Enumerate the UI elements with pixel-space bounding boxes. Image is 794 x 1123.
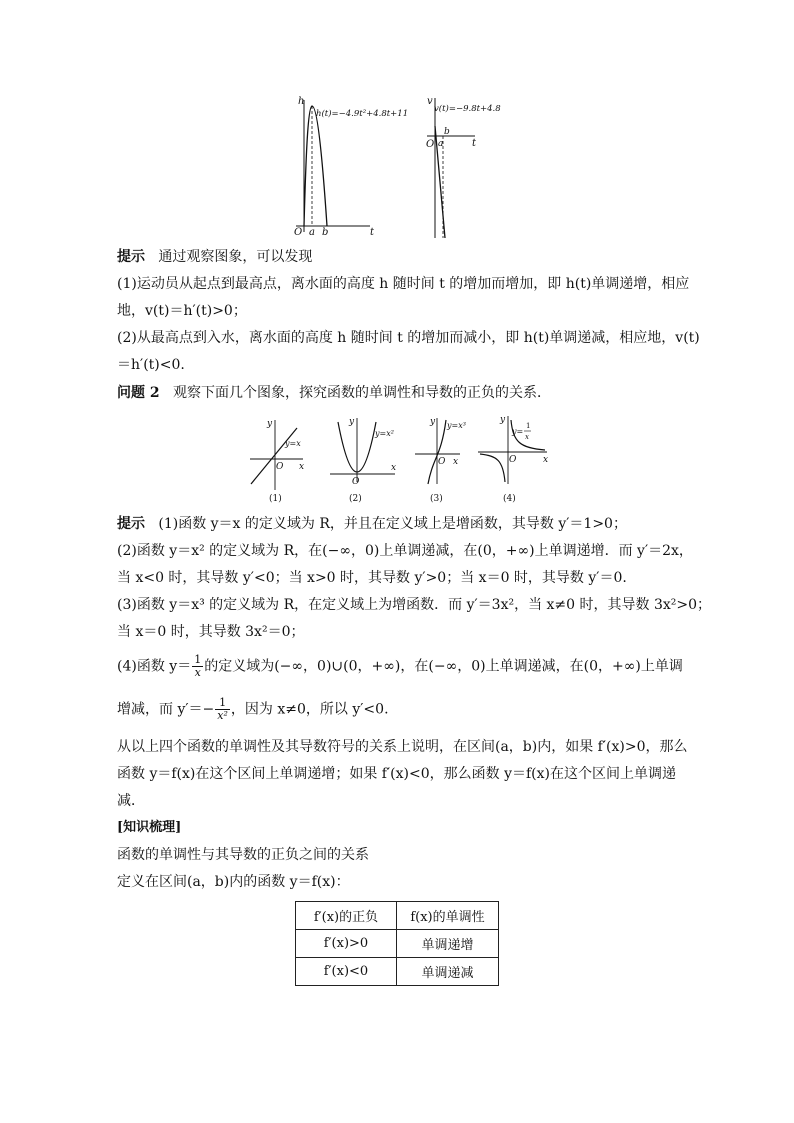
graph-4-y-label: y (500, 415, 506, 425)
b-label-left: b (322, 227, 329, 238)
origin-label-left: O (294, 227, 303, 238)
question2-text: 观察下面几个图象，探究函数的单调性和导数的正负的关系． (172, 385, 551, 401)
graph-2-caption: (2) (349, 494, 362, 504)
hint2-l7-pre: 增减，而 y′＝− (117, 701, 215, 718)
table-row (296, 930, 499, 958)
origin-label-right: O (426, 139, 435, 150)
graph-2-x-label: x (391, 463, 397, 473)
knowledge-definition: 定义在区间(a，b)内的函数 y＝f(x)： (117, 874, 350, 890)
derivative-fraction (215, 697, 230, 722)
graph-1-origin: O (276, 462, 284, 472)
knowledge-subtitle: 函数的单调性与其导数的正负之间的关系 (117, 847, 369, 863)
graph-3-x-label: x (453, 457, 459, 467)
hint2-label: 提示 (117, 516, 145, 532)
hint2-l6-pre: (4)函数 y＝ (117, 658, 192, 675)
graph-4-formula-den: x (525, 433, 529, 441)
hint2-line1 (117, 514, 627, 534)
t-axis-label-left: t (370, 227, 375, 238)
table-header-cell: f(x)的单调性 (397, 902, 499, 930)
four-function-graphs (245, 412, 555, 507)
conclusion-line1: 从以上四个函数的单调性及其导数符号的关系上说明，在区间(a，b)内，如果 f′(x)>0，那么 (117, 739, 688, 755)
graph-4-caption: (4) (503, 494, 516, 504)
a-label-left: a (309, 227, 315, 238)
hint2-line3: 当 x<0 时，其导数 y′<0；当 x>0 时，其导数 y′>0；当 x＝0 时，其导数 y′＝0. (117, 570, 627, 586)
velocity-graph (426, 96, 501, 238)
graph-3-origin: O (438, 457, 446, 467)
table-header-row (296, 902, 499, 930)
reciprocal-fraction (192, 654, 203, 679)
monotonicity-table (295, 901, 499, 986)
graph-2 (330, 417, 396, 504)
graph-4-branch-negative (480, 454, 505, 482)
derivative-den: x² (217, 709, 228, 722)
graph-2-y-label: y (349, 417, 355, 427)
conclusion-line3: 减． (117, 793, 145, 809)
hint2-l6-post: 的定义域为(−∞，0)∪(0，+∞)，在(−∞，0)上单调递减，在(0，+∞)上单调 (204, 658, 683, 675)
reciprocal-num: 1 (194, 653, 202, 666)
graph-2-origin: O (352, 477, 360, 487)
h-axis-label: h (298, 96, 305, 107)
height-graph (294, 96, 408, 238)
height-curve (304, 106, 327, 226)
graph-1-caption: (1) (269, 494, 282, 504)
table-row (296, 958, 499, 986)
reciprocal-den: x (194, 666, 201, 679)
graph-1-formula: y=x (285, 439, 301, 448)
hint2-line6 (117, 654, 683, 679)
graph-4 (478, 415, 548, 504)
hint2-line7 (117, 697, 389, 722)
hint1-p2-line1: (2)从最高点到入水，离水面的高度 h 随时间 t 的增加而减小，即 h(t)单调递减，相应地，v(t) (117, 330, 700, 346)
hint1-p1-line2: 地，v(t)＝h′(t)>0； (117, 303, 247, 319)
hint2-line5: 当 x＝0 时，其导数 3x²＝0； (117, 624, 305, 640)
table-cell: 单调递减 (397, 958, 499, 986)
graph-1-y-label: y (267, 419, 273, 429)
hint2-line2: (2)函数 y＝x² 的定义域为 R，在(−∞，0)上单调递减，在(0，+∞)上单调递增．而 y′＝2x， (117, 543, 693, 559)
knowledge-heading: [知识梳理] (117, 820, 182, 835)
table-header-cell: f′(x)的正负 (296, 902, 397, 930)
graph-1-curve (251, 428, 297, 484)
graph-2-formula: y=x² (375, 429, 394, 438)
b-label-right: b (444, 127, 450, 137)
conclusion-line2: 函数 y＝f(x)在这个区间上单调递增；如果 f′(x)<0，那么函数 y＝f(x)在这个区间上单调递 (117, 766, 676, 782)
graph-3-caption: (3) (430, 494, 443, 504)
velocity-formula: v(t)=−9.8t+4.8 (434, 104, 501, 114)
a-label-right: a (438, 139, 444, 149)
graph-3-formula: y=x³ (447, 421, 466, 430)
table-cell: f′(x)<0 (296, 958, 397, 986)
graph-1-x-label: x (299, 462, 305, 472)
derivative-num: 1 (215, 697, 230, 710)
hint1-line (117, 247, 312, 267)
t-axis-label-right: t (472, 138, 477, 149)
graph-3-y-label: y (430, 417, 436, 427)
hint1-text: 通过观察图象，可以发现 (158, 249, 313, 265)
hint1-p2-line2: ＝h′(t)<0. (117, 357, 185, 373)
hint1-label: 提示 (117, 249, 145, 265)
graph-4-origin: O (509, 455, 517, 465)
graph-1 (250, 419, 304, 504)
height-formula: h(t)=−4.9t²+4.8t+11 (316, 109, 409, 119)
v-axis-label: v (427, 96, 433, 107)
question2-label: 问题 2 (117, 385, 160, 401)
question2-line (117, 383, 551, 403)
graph-3 (415, 417, 466, 504)
hint2-l7-post: ，因为 x≠0，所以 y′<0. (230, 701, 389, 718)
table-cell: f′(x)>0 (296, 930, 397, 958)
hint2-l1: (1)函数 y＝x 的定义域为 R，并且在定义域上是增函数，其导数 y′＝1>0； (158, 516, 627, 532)
projectile-graphs-figure (280, 92, 510, 242)
hint1-p1-line1: (1)运动员从起点到最高点，离水面的高度 h 随时间 t 的增加而增加，即 h(t)单调递增，相应 (117, 276, 690, 292)
table-cell: 单调递增 (397, 930, 499, 958)
hint2-line4: (3)函数 y＝x³ 的定义域为 R，在定义域上为增函数．而 y′＝3x²，当 x≠0 时，其导数 3x²>0； (117, 597, 712, 613)
graph-4-x-label: x (543, 455, 549, 465)
graph-4-formula-prefix: y= (512, 427, 524, 436)
graph-4-formula-num: 1 (526, 422, 531, 430)
